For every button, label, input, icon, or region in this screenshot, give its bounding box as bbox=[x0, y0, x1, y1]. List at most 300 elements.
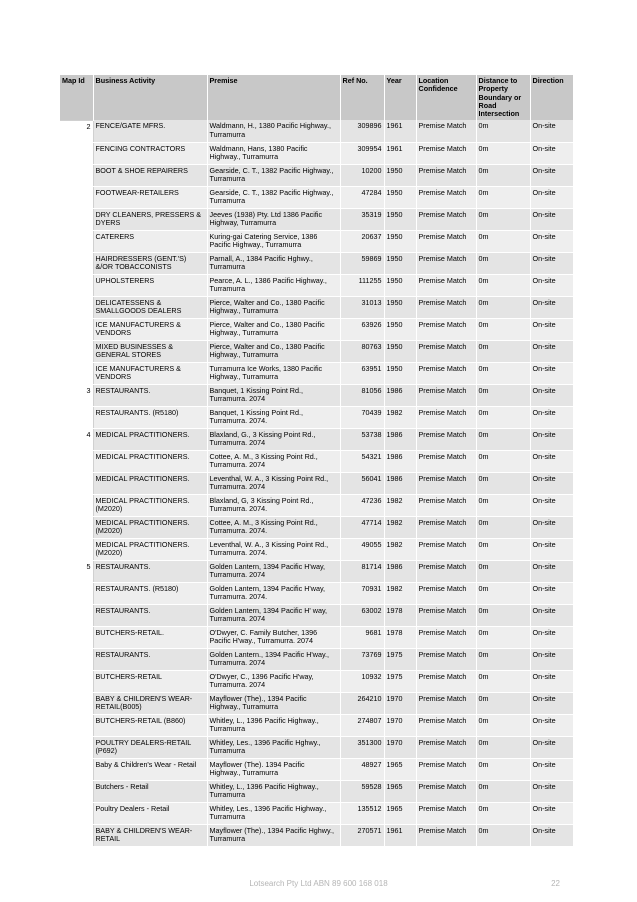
cell-location-confidence: Premise Match bbox=[416, 494, 476, 516]
cell-year: 1970 bbox=[384, 736, 416, 758]
cell-ref-no: 111255 bbox=[340, 274, 384, 296]
cell-distance: 0m bbox=[476, 142, 530, 164]
cell-business-activity: ICE MANUFACTURERS & VENDORS bbox=[93, 362, 207, 384]
cell-map-id bbox=[60, 296, 93, 318]
table-row bbox=[60, 824, 573, 846]
cell-direction: On-site bbox=[530, 142, 573, 164]
cell-location-confidence: Premise Match bbox=[416, 736, 476, 758]
cell-map-id bbox=[60, 362, 93, 384]
cell-ref-no: 59528 bbox=[340, 780, 384, 802]
table-row bbox=[60, 538, 573, 560]
cell-location-confidence: Premise Match bbox=[416, 802, 476, 824]
cell-distance: 0m bbox=[476, 450, 530, 472]
table-row bbox=[60, 340, 573, 362]
cell-map-id bbox=[60, 736, 93, 758]
cell-map-id: 3 bbox=[60, 384, 93, 406]
cell-direction: On-site bbox=[530, 406, 573, 428]
cell-map-id bbox=[60, 802, 93, 824]
cell-premise: Golden Lantern, 1394 Pacific H'way, Turramurra. 2074 bbox=[207, 560, 340, 582]
cell-distance: 0m bbox=[476, 802, 530, 824]
cell-distance: 0m bbox=[476, 340, 530, 362]
cell-year: 1982 bbox=[384, 406, 416, 428]
cell-ref-no: 351300 bbox=[340, 736, 384, 758]
cell-premise: Pierce, Walter and Co., 1380 Pacific Highway., Turramurra bbox=[207, 340, 340, 362]
cell-distance: 0m bbox=[476, 516, 530, 538]
cell-year: 1950 bbox=[384, 340, 416, 362]
cell-direction: On-site bbox=[530, 120, 573, 142]
cell-distance: 0m bbox=[476, 186, 530, 208]
cell-business-activity: MEDICAL PRACTITIONERS. bbox=[93, 472, 207, 494]
cell-direction: On-site bbox=[530, 230, 573, 252]
cell-location-confidence: Premise Match bbox=[416, 142, 476, 164]
cell-ref-no: 73769 bbox=[340, 648, 384, 670]
cell-premise: Leventhal, W. A., 3 Kissing Point Rd., Turramurra. 2074 bbox=[207, 472, 340, 494]
cell-business-activity: UPHOLSTERERS bbox=[93, 274, 207, 296]
cell-premise: Pearce, A. L., 1386 Pacific Highway., Turramurra bbox=[207, 274, 340, 296]
cell-map-id: 5 bbox=[60, 560, 93, 582]
header-distance: Distance to Property Boundary or Road Intersection bbox=[476, 75, 530, 120]
cell-location-confidence: Premise Match bbox=[416, 318, 476, 340]
cell-ref-no: 274807 bbox=[340, 714, 384, 736]
cell-location-confidence: Premise Match bbox=[416, 406, 476, 428]
cell-premise: Whitley, Les., 1396 Pacific Highway., Turramurra bbox=[207, 802, 340, 824]
cell-distance: 0m bbox=[476, 472, 530, 494]
cell-distance: 0m bbox=[476, 362, 530, 384]
cell-location-confidence: Premise Match bbox=[416, 164, 476, 186]
cell-location-confidence: Premise Match bbox=[416, 186, 476, 208]
cell-map-id bbox=[60, 692, 93, 714]
cell-location-confidence: Premise Match bbox=[416, 362, 476, 384]
cell-direction: On-site bbox=[530, 670, 573, 692]
table-row bbox=[60, 472, 573, 494]
header-business-activity: Business Activity bbox=[93, 75, 207, 120]
cell-location-confidence: Premise Match bbox=[416, 670, 476, 692]
cell-premise: Blaxland, G., 3 Kissing Point Rd., Turramurra. 2074 bbox=[207, 428, 340, 450]
header-premise: Premise bbox=[207, 75, 340, 120]
table-row bbox=[60, 296, 573, 318]
cell-premise: Banquet, 1 Kissing Point Rd., Turramurra. 2074. bbox=[207, 406, 340, 428]
cell-ref-no: 10200 bbox=[340, 164, 384, 186]
cell-map-id bbox=[60, 582, 93, 604]
cell-business-activity: MEDICAL PRACTITIONERS. bbox=[93, 428, 207, 450]
cell-business-activity: MEDICAL PRACTITIONERS. (M2020) bbox=[93, 538, 207, 560]
cell-premise: Cottee, A. M., 3 Kissing Point Rd., Turramurra. 2074. bbox=[207, 516, 340, 538]
cell-business-activity: FENCE/GATE MFRS. bbox=[93, 120, 207, 142]
cell-location-confidence: Premise Match bbox=[416, 582, 476, 604]
cell-business-activity: DELICATESSENS & SMALLGOODS DEALERS bbox=[93, 296, 207, 318]
cell-business-activity: FENCING CONTRACTORS bbox=[93, 142, 207, 164]
cell-map-id: 2 bbox=[60, 120, 93, 142]
cell-ref-no: 270571 bbox=[340, 824, 384, 846]
cell-business-activity: RESTAURANTS. bbox=[93, 648, 207, 670]
cell-map-id bbox=[60, 230, 93, 252]
cell-business-activity: Baby & Children's Wear - Retail bbox=[93, 758, 207, 780]
cell-premise: Turramurra Ice Works, 1380 Pacific Highway., Turramurra bbox=[207, 362, 340, 384]
cell-direction: On-site bbox=[530, 450, 573, 472]
cell-ref-no: 59869 bbox=[340, 252, 384, 274]
cell-location-confidence: Premise Match bbox=[416, 230, 476, 252]
table-row bbox=[60, 274, 573, 296]
cell-premise: Gearside, C. T., 1382 Pacific Highway., Turramurra bbox=[207, 186, 340, 208]
table-row bbox=[60, 208, 573, 230]
cell-distance: 0m bbox=[476, 164, 530, 186]
cell-distance: 0m bbox=[476, 318, 530, 340]
cell-distance: 0m bbox=[476, 208, 530, 230]
table-row bbox=[60, 450, 573, 472]
cell-year: 1970 bbox=[384, 692, 416, 714]
results-table-container bbox=[60, 75, 573, 847]
cell-location-confidence: Premise Match bbox=[416, 274, 476, 296]
cell-ref-no: 53738 bbox=[340, 428, 384, 450]
cell-location-confidence: Premise Match bbox=[416, 472, 476, 494]
table-row bbox=[60, 318, 573, 340]
cell-map-id bbox=[60, 142, 93, 164]
cell-business-activity: RESTAURANTS. bbox=[93, 604, 207, 626]
cell-distance: 0m bbox=[476, 494, 530, 516]
table-row bbox=[60, 362, 573, 384]
cell-premise: O'Dwyer, C. Family Butcher, 1396 Pacific H'way., Turramurra. 2074 bbox=[207, 626, 340, 648]
cell-direction: On-site bbox=[530, 516, 573, 538]
cell-location-confidence: Premise Match bbox=[416, 384, 476, 406]
cell-business-activity: CATERERS bbox=[93, 230, 207, 252]
cell-premise: Golden Lantern, 1394 Pacific H' way, Turramurra. 2074 bbox=[207, 604, 340, 626]
cell-direction: On-site bbox=[530, 340, 573, 362]
cell-ref-no: 264210 bbox=[340, 692, 384, 714]
cell-business-activity: RESTAURANTS. (R5180) bbox=[93, 406, 207, 428]
cell-distance: 0m bbox=[476, 604, 530, 626]
cell-map-id bbox=[60, 626, 93, 648]
cell-premise: Mayflower (The). 1394 Pacific Highway., Turramurra bbox=[207, 758, 340, 780]
cell-map-id bbox=[60, 670, 93, 692]
cell-location-confidence: Premise Match bbox=[416, 692, 476, 714]
cell-distance: 0m bbox=[476, 560, 530, 582]
table-row bbox=[60, 692, 573, 714]
cell-map-id bbox=[60, 318, 93, 340]
cell-map-id bbox=[60, 208, 93, 230]
cell-premise: Blaxland, G, 3 Kissing Point Rd., Turramurra. 2074. bbox=[207, 494, 340, 516]
cell-distance: 0m bbox=[476, 670, 530, 692]
cell-direction: On-site bbox=[530, 208, 573, 230]
cell-distance: 0m bbox=[476, 582, 530, 604]
cell-year: 1950 bbox=[384, 362, 416, 384]
cell-ref-no: 80763 bbox=[340, 340, 384, 362]
cell-business-activity: BUTCHERS-RETAIL bbox=[93, 670, 207, 692]
cell-ref-no: 81714 bbox=[340, 560, 384, 582]
cell-premise: Jeeves (1938) Pty. Ltd 1386 Pacific Highway, Turramurra bbox=[207, 208, 340, 230]
cell-direction: On-site bbox=[530, 692, 573, 714]
cell-business-activity: BABY & CHILDREN'S WEAR-RETAIL bbox=[93, 824, 207, 846]
cell-location-confidence: Premise Match bbox=[416, 714, 476, 736]
cell-year: 1975 bbox=[384, 670, 416, 692]
cell-business-activity: MIXED BUSINESSES & GENERAL STORES bbox=[93, 340, 207, 362]
cell-map-id bbox=[60, 472, 93, 494]
cell-location-confidence: Premise Match bbox=[416, 516, 476, 538]
cell-ref-no: 49055 bbox=[340, 538, 384, 560]
cell-direction: On-site bbox=[530, 758, 573, 780]
cell-direction: On-site bbox=[530, 186, 573, 208]
cell-business-activity: MEDICAL PRACTITIONERS. (M2020) bbox=[93, 494, 207, 516]
cell-direction: On-site bbox=[530, 648, 573, 670]
cell-premise: Golden Lantern., 1394 Pacific H'way., Turramurra. 2074 bbox=[207, 648, 340, 670]
cell-premise: Mayflower (The)., 1394 Pacific Highway., Turramurra bbox=[207, 692, 340, 714]
cell-premise: Golden Lantern, 1394 Pacific H'way, Turramurra. 2074. bbox=[207, 582, 340, 604]
cell-map-id bbox=[60, 758, 93, 780]
cell-direction: On-site bbox=[530, 318, 573, 340]
cell-ref-no: 47236 bbox=[340, 494, 384, 516]
cell-year: 1950 bbox=[384, 208, 416, 230]
cell-distance: 0m bbox=[476, 692, 530, 714]
cell-ref-no: 70931 bbox=[340, 582, 384, 604]
business-activity-table bbox=[60, 75, 574, 847]
cell-map-id bbox=[60, 494, 93, 516]
cell-year: 1986 bbox=[384, 384, 416, 406]
cell-direction: On-site bbox=[530, 296, 573, 318]
cell-direction: On-site bbox=[530, 494, 573, 516]
table-row bbox=[60, 428, 573, 450]
cell-premise: Gearside, C. T., 1382 Pacific Highway., Turramurra bbox=[207, 164, 340, 186]
cell-direction: On-site bbox=[530, 274, 573, 296]
cell-year: 1986 bbox=[384, 472, 416, 494]
cell-business-activity: RESTAURANTS. (R5180) bbox=[93, 582, 207, 604]
table-row bbox=[60, 560, 573, 582]
cell-ref-no: 309896 bbox=[340, 120, 384, 142]
header-year: Year bbox=[384, 75, 416, 120]
cell-business-activity: FOOTWEAR-RETAILERS bbox=[93, 186, 207, 208]
footer-company: Lotsearch Pty Ltd ABN 89 600 168 018 bbox=[249, 879, 388, 888]
cell-ref-no: 54321 bbox=[340, 450, 384, 472]
cell-year: 1978 bbox=[384, 604, 416, 626]
cell-year: 1982 bbox=[384, 582, 416, 604]
cell-ref-no: 47284 bbox=[340, 186, 384, 208]
cell-year: 1950 bbox=[384, 186, 416, 208]
table-row bbox=[60, 494, 573, 516]
cell-business-activity: BOOT & SHOE REPAIRERS bbox=[93, 164, 207, 186]
cell-location-confidence: Premise Match bbox=[416, 604, 476, 626]
table-row bbox=[60, 164, 573, 186]
cell-direction: On-site bbox=[530, 362, 573, 384]
cell-year: 1950 bbox=[384, 296, 416, 318]
cell-map-id bbox=[60, 516, 93, 538]
table-row bbox=[60, 582, 573, 604]
table-row bbox=[60, 406, 573, 428]
cell-distance: 0m bbox=[476, 428, 530, 450]
cell-business-activity: DRY CLEANERS, PRESSERS & DYERS bbox=[93, 208, 207, 230]
cell-premise: Whitley, L., 1396 Pacific Highway., Turramurra bbox=[207, 780, 340, 802]
table-row bbox=[60, 186, 573, 208]
cell-direction: On-site bbox=[530, 164, 573, 186]
cell-distance: 0m bbox=[476, 780, 530, 802]
cell-location-confidence: Premise Match bbox=[416, 120, 476, 142]
cell-distance: 0m bbox=[476, 296, 530, 318]
cell-direction: On-site bbox=[530, 428, 573, 450]
cell-year: 1975 bbox=[384, 648, 416, 670]
cell-business-activity: BUTCHERS-RETAIL. bbox=[93, 626, 207, 648]
cell-year: 1961 bbox=[384, 142, 416, 164]
cell-business-activity: POULTRY DEALERS-RETAIL (P692) bbox=[93, 736, 207, 758]
table-row bbox=[60, 516, 573, 538]
cell-premise: Banquet, 1 Kissing Point Rd., Turramurra. 2074 bbox=[207, 384, 340, 406]
cell-map-id bbox=[60, 252, 93, 274]
cell-direction: On-site bbox=[530, 736, 573, 758]
cell-business-activity: BUTCHERS-RETAIL (B860) bbox=[93, 714, 207, 736]
cell-year: 1978 bbox=[384, 626, 416, 648]
cell-ref-no: 35319 bbox=[340, 208, 384, 230]
cell-ref-no: 56041 bbox=[340, 472, 384, 494]
cell-year: 1950 bbox=[384, 252, 416, 274]
cell-location-confidence: Premise Match bbox=[416, 428, 476, 450]
table-row bbox=[60, 758, 573, 780]
cell-premise: Cottee, A. M., 3 Kissing Point Rd., Turramurra. 2074 bbox=[207, 450, 340, 472]
cell-location-confidence: Premise Match bbox=[416, 538, 476, 560]
cell-business-activity: MEDICAL PRACTITIONERS. (M2020) bbox=[93, 516, 207, 538]
table-row bbox=[60, 384, 573, 406]
cell-ref-no: 63951 bbox=[340, 362, 384, 384]
cell-year: 1965 bbox=[384, 780, 416, 802]
cell-premise: Kuring-gai Catering Service, 1386 Pacific Highway., Turramurra bbox=[207, 230, 340, 252]
cell-premise: Waldmann, H., 1380 Pacific Highway., Turramurra bbox=[207, 120, 340, 142]
header-ref-no: Ref No. bbox=[340, 75, 384, 120]
footer-page-number: 22 bbox=[551, 879, 560, 888]
cell-distance: 0m bbox=[476, 252, 530, 274]
cell-map-id bbox=[60, 604, 93, 626]
cell-year: 1986 bbox=[384, 560, 416, 582]
cell-map-id bbox=[60, 714, 93, 736]
cell-year: 1982 bbox=[384, 494, 416, 516]
header-location-confidence: Location Confidence bbox=[416, 75, 476, 120]
cell-location-confidence: Premise Match bbox=[416, 450, 476, 472]
cell-location-confidence: Premise Match bbox=[416, 208, 476, 230]
cell-map-id bbox=[60, 538, 93, 560]
cell-location-confidence: Premise Match bbox=[416, 560, 476, 582]
table-row bbox=[60, 780, 573, 802]
cell-location-confidence: Premise Match bbox=[416, 252, 476, 274]
cell-ref-no: 9681 bbox=[340, 626, 384, 648]
cell-distance: 0m bbox=[476, 274, 530, 296]
cell-distance: 0m bbox=[476, 758, 530, 780]
cell-map-id bbox=[60, 648, 93, 670]
cell-year: 1961 bbox=[384, 120, 416, 142]
cell-direction: On-site bbox=[530, 824, 573, 846]
cell-direction: On-site bbox=[530, 560, 573, 582]
cell-direction: On-site bbox=[530, 538, 573, 560]
cell-map-id bbox=[60, 450, 93, 472]
cell-distance: 0m bbox=[476, 384, 530, 406]
cell-year: 1986 bbox=[384, 450, 416, 472]
cell-location-confidence: Premise Match bbox=[416, 626, 476, 648]
cell-ref-no: 63926 bbox=[340, 318, 384, 340]
cell-year: 1965 bbox=[384, 758, 416, 780]
cell-year: 1982 bbox=[384, 538, 416, 560]
cell-distance: 0m bbox=[476, 824, 530, 846]
cell-year: 1982 bbox=[384, 516, 416, 538]
table-row bbox=[60, 252, 573, 274]
cell-business-activity: HAIRDRESSERS (GENT.'S) &/OR TOBACCONISTS bbox=[93, 252, 207, 274]
cell-direction: On-site bbox=[530, 604, 573, 626]
cell-ref-no: 63002 bbox=[340, 604, 384, 626]
cell-premise: Waldmann, Hans, 1380 Pacific Highway., Turramurra bbox=[207, 142, 340, 164]
cell-map-id bbox=[60, 824, 93, 846]
cell-premise: Pierce, Walter and Co., 1380 Pacific Highway., Turramurra bbox=[207, 318, 340, 340]
cell-location-confidence: Premise Match bbox=[416, 296, 476, 318]
table-row bbox=[60, 670, 573, 692]
cell-location-confidence: Premise Match bbox=[416, 824, 476, 846]
cell-premise: Whitley, L., 1396 Pacific Highway., Turramurra bbox=[207, 714, 340, 736]
cell-ref-no: 135512 bbox=[340, 802, 384, 824]
cell-distance: 0m bbox=[476, 230, 530, 252]
cell-premise: Leventhal, W. A., 3 Kissing Point Rd., Turramurra. 2074. bbox=[207, 538, 340, 560]
cell-direction: On-site bbox=[530, 626, 573, 648]
table-row bbox=[60, 120, 573, 142]
cell-year: 1950 bbox=[384, 164, 416, 186]
cell-year: 1986 bbox=[384, 428, 416, 450]
cell-business-activity: RESTAURANTS. bbox=[93, 384, 207, 406]
cell-distance: 0m bbox=[476, 626, 530, 648]
cell-distance: 0m bbox=[476, 120, 530, 142]
cell-distance: 0m bbox=[476, 648, 530, 670]
cell-year: 1950 bbox=[384, 230, 416, 252]
cell-year: 1965 bbox=[384, 802, 416, 824]
cell-year: 1961 bbox=[384, 824, 416, 846]
table-row bbox=[60, 626, 573, 648]
header-direction: Direction bbox=[530, 75, 573, 120]
cell-location-confidence: Premise Match bbox=[416, 758, 476, 780]
cell-direction: On-site bbox=[530, 582, 573, 604]
cell-location-confidence: Premise Match bbox=[416, 648, 476, 670]
cell-ref-no: 47714 bbox=[340, 516, 384, 538]
cell-distance: 0m bbox=[476, 736, 530, 758]
cell-ref-no: 309954 bbox=[340, 142, 384, 164]
cell-map-id: 4 bbox=[60, 428, 93, 450]
cell-business-activity: ICE MANUFACTURERS & VENDORS bbox=[93, 318, 207, 340]
cell-business-activity: Poultry Dealers - Retail bbox=[93, 802, 207, 824]
table-row bbox=[60, 604, 573, 626]
cell-map-id bbox=[60, 164, 93, 186]
cell-ref-no: 31013 bbox=[340, 296, 384, 318]
cell-map-id bbox=[60, 406, 93, 428]
cell-premise: Pierce, Walter and Co., 1380 Pacific Highway., Turramurra bbox=[207, 296, 340, 318]
cell-map-id bbox=[60, 780, 93, 802]
cell-direction: On-site bbox=[530, 714, 573, 736]
table-row bbox=[60, 714, 573, 736]
cell-premise: O'Dwyer, C., 1396 Pacific H'way, Turramurra. 2074 bbox=[207, 670, 340, 692]
cell-ref-no: 70439 bbox=[340, 406, 384, 428]
cell-year: 1950 bbox=[384, 318, 416, 340]
cell-premise: Mayflower (The)., 1394 Pacific Hghwy., Turramurra bbox=[207, 824, 340, 846]
cell-distance: 0m bbox=[476, 406, 530, 428]
cell-map-id bbox=[60, 340, 93, 362]
header-map-id: Map Id bbox=[60, 75, 93, 120]
cell-map-id bbox=[60, 186, 93, 208]
cell-ref-no: 48927 bbox=[340, 758, 384, 780]
cell-map-id bbox=[60, 274, 93, 296]
cell-direction: On-site bbox=[530, 472, 573, 494]
table-body bbox=[60, 120, 573, 846]
cell-business-activity: BABY & CHILDREN'S WEAR-RETAIL(B005) bbox=[93, 692, 207, 714]
cell-premise: Whitley, Les., 1396 Pacific Hghwy., Turramurra bbox=[207, 736, 340, 758]
table-row bbox=[60, 230, 573, 252]
table-row bbox=[60, 802, 573, 824]
cell-ref-no: 81056 bbox=[340, 384, 384, 406]
cell-business-activity: MEDICAL PRACTITIONERS. bbox=[93, 450, 207, 472]
table-row bbox=[60, 142, 573, 164]
cell-location-confidence: Premise Match bbox=[416, 340, 476, 362]
table-header-row bbox=[60, 75, 573, 120]
cell-location-confidence: Premise Match bbox=[416, 780, 476, 802]
cell-year: 1950 bbox=[384, 274, 416, 296]
cell-direction: On-site bbox=[530, 802, 573, 824]
cell-premise: Parnall, A., 1384 Pacific Hghwy., Turramurra bbox=[207, 252, 340, 274]
cell-direction: On-site bbox=[530, 384, 573, 406]
